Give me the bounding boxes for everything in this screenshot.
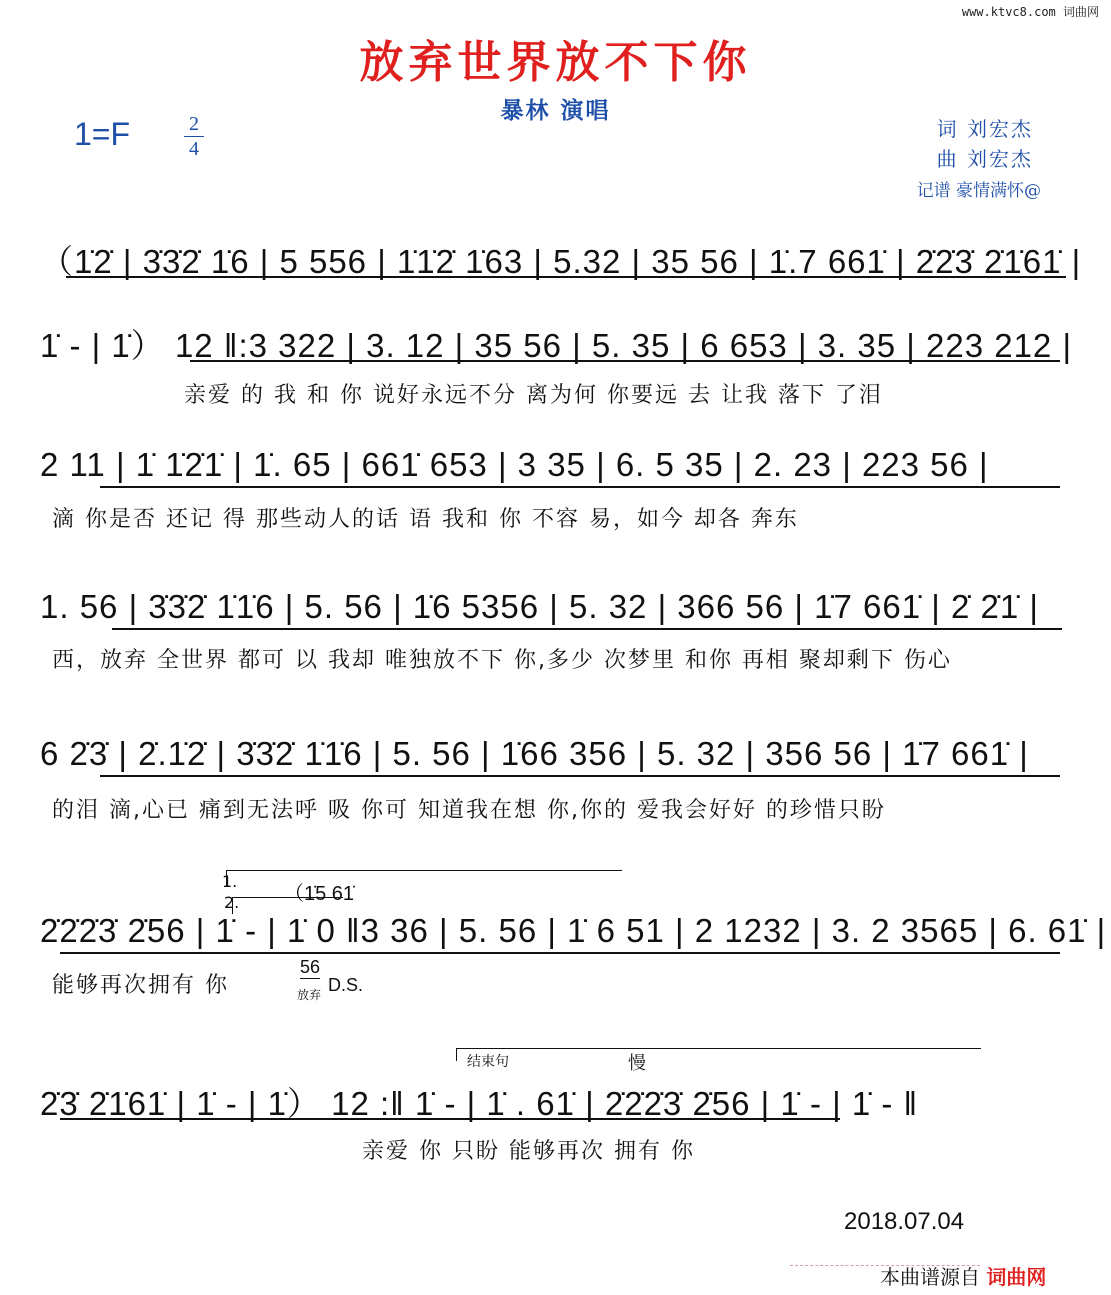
dal-segno: D.S.: [328, 975, 364, 995]
composer-credit: 曲 刘宏杰: [936, 147, 1033, 171]
underline-row-3: [100, 486, 1060, 488]
transcriber-credit: 记谱 豪情满怀@: [916, 181, 1041, 201]
volta-1-label: 1.: [222, 872, 238, 891]
notation-row-4: 1. 56 | 3̇3̇2̇ 1̇1̇6 | 5. 56 | 1̇6 5356 | 5. 32 | 366 56 | 1̇7 661̇ | 2̇ 2̇1̇ |: [40, 588, 1039, 625]
underline-row-1: [66, 276, 1066, 278]
small-notes: 56: [300, 957, 321, 977]
notation-row-3: 2 11 | 1̇ 1̇2̇1̇ | 1̇. 65 | 661̇ 653 | 3 35 | 6. 5 35 | 2. 23 | 223 56 |: [40, 446, 989, 483]
alternate-notes: （1̇5 61̇: [284, 883, 355, 905]
time-numerator: 2: [184, 112, 204, 137]
site-url: www.ktvc8.com 词曲网: [961, 5, 1099, 19]
transcription-date: 2018.07.04: [844, 1208, 965, 1235]
notation-row-2: 1̇ - | 1̇） 12 ‖:3 322 | 3. 12 | 35 56 | 5. 35 | 6 653 | 3. 35 | 223 212 |: [40, 327, 1073, 364]
time-denominator: 4: [189, 138, 199, 160]
source-footer: [880, 1261, 1046, 1290]
lyrics-row-6: 能够再次拥有 你: [52, 973, 229, 998]
lyrics-row-2: 亲爱 的 我 和 你 说好永远不分 离为何 你要远 去 让我 落下 了泪: [184, 383, 883, 408]
tempo-slow-label: 慢: [628, 1053, 646, 1074]
singer-credit: 暴林 演唱: [500, 97, 611, 124]
notation-row-6: 2̇2̇2̇3̇ 2̇56 | 1̇ - | 1̇ 0 ‖3 36 | 5. 56 | 1̇ 6 51 | 2 1232 | 3. 2 3565 | 6. 61̇ |: [40, 912, 1107, 949]
lyricist-credit: 词 刘宏杰: [936, 117, 1033, 141]
lyrics-row-3: 滴 你是否 还记 得 那些动人的话 语 我和 你 不容 易，如今 却各 奔东: [52, 507, 799, 532]
brand-name: 词曲网: [986, 1265, 1047, 1289]
time-signature: [184, 112, 204, 161]
lyrics-row-5: 的泪 滴,心已 痛到无法呼 吸 你可 知道我在想 你,你的 爱我会好好 的珍惜只盼: [52, 798, 886, 823]
underline-row-6: [60, 952, 1060, 954]
ending-label: 结束句: [467, 1054, 509, 1070]
notation-row-1: （1̇2̇ | 3̇3̇2̇ 1̇6 | 5 556 | 1̇1̇2̇ 1̇63 | 5.32 | 35 56 | 1̇.7 661̇ | 2̇2̇3̇ 2̇1̇61̇ |: [40, 243, 1082, 280]
key-signature: 1=F: [74, 116, 131, 152]
volta-2-label: 2.: [224, 893, 240, 912]
ending-bracket: [456, 1048, 981, 1061]
song-title: 放弃世界放不下你: [359, 37, 752, 88]
lyrics-row-4: 西，放弃 全世界 都可 以 我却 唯独放不下 你,多少 次梦里 和你 再相 聚却剩下 伤心: [52, 648, 952, 673]
underline-row-2: [190, 360, 1060, 362]
lyrics-row-7: 亲爱 你 只盼 能够再次 拥有 你: [362, 1139, 695, 1164]
underline-row-7: [60, 1118, 840, 1120]
source-text: 本曲谱源自: [880, 1265, 980, 1289]
small-lyric: 放弃: [297, 988, 322, 1002]
underline-row-5: [100, 775, 1060, 777]
underline-row-4: [112, 628, 1062, 630]
notation-row-5: 6 2̇3̇ | 2̇.1̇2̇ | 3̇3̇2̇ 1̇1̇6 | 5. 56 | 1̇66 356 | 5. 32 | 356 56 | 1̇7 661̇ |: [40, 735, 1029, 772]
notation-row-7: 2̇3̇ 2̇1̇61̇ | 1̇ - | 1̇） 12 :‖ 1̇ - | 1̇ . 61̇ | 2̇2̇2̇3̇ 2̇56 | 1̇ - | 1̇ - ‖: [40, 1085, 919, 1122]
